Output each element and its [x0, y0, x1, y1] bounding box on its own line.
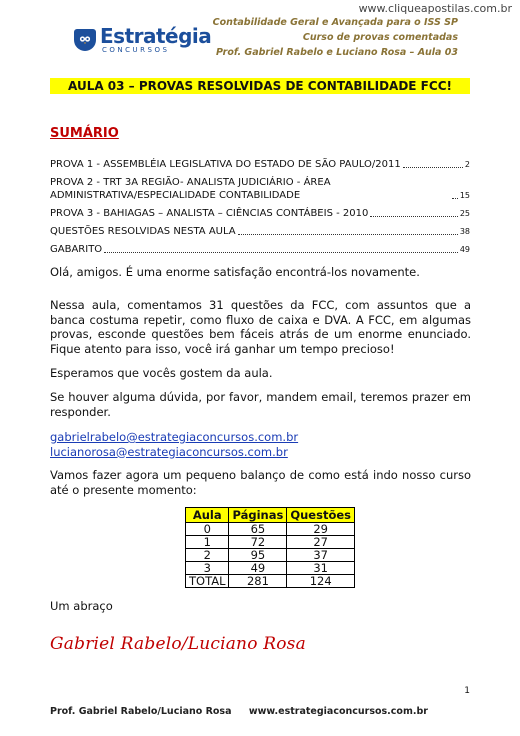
toc-item[interactable] — [50, 158, 470, 171]
table-cell: 95 — [229, 549, 287, 562]
table-cell: 31 — [287, 562, 355, 575]
table-cell: 65 — [229, 523, 287, 536]
lesson-title: AULA 03 – PROVAS RESOLVIDAS DE CONTABILIDADE FCC! — [50, 78, 470, 94]
logo-subtitle: CONCURSOS — [102, 46, 170, 54]
table-cell: 49 — [229, 562, 287, 575]
greeting-paragraph: Olá, amigos. É uma enorme satisfação encontrá-los novamente. — [50, 265, 420, 279]
table-cell: 281 — [229, 575, 287, 588]
table-cell: TOTAL — [186, 575, 229, 588]
page-footer — [50, 706, 428, 717]
toc-item-page: 49 — [459, 245, 470, 254]
table-cell: 29 — [287, 523, 355, 536]
table-of-contents — [50, 158, 470, 261]
course-progress-table — [185, 507, 355, 588]
course-title: Contabilidade Geral e Avançada para o ISS SP — [212, 17, 458, 28]
page-number: 1 — [464, 686, 470, 696]
footer-site: www.estrategiaconcursos.com.br — [248, 706, 428, 717]
table-row — [186, 536, 355, 549]
table-cell: 1 — [186, 536, 229, 549]
toc-item-label: QUESTÕES RESOLVIDAS NESTA AULA — [50, 226, 236, 237]
footer-author: Prof. Gabriel Rabelo/Luciano Rosa — [50, 706, 232, 717]
table-header-row — [186, 508, 355, 523]
course-header — [213, 15, 458, 60]
email-link-luciano[interactable]: lucianorosa@estrategiaconcursos.com.br — [50, 444, 288, 459]
table-cell: 3 — [186, 562, 229, 575]
toc-item-page: 25 — [459, 209, 470, 218]
table-cell: 37 — [287, 549, 355, 562]
email-list — [50, 430, 471, 459]
table-total-row — [186, 575, 355, 588]
toc-item[interactable] — [50, 176, 470, 202]
hope-paragraph: Esperamos que vocês gostem da aula. — [50, 366, 273, 380]
table-cell: 72 — [229, 536, 287, 549]
summary-title: SUMÁRIO — [50, 126, 119, 141]
table-cell: 27 — [287, 536, 355, 549]
toc-item[interactable] — [50, 243, 470, 256]
course-subtitle: Curso de provas comentadas — [302, 32, 458, 43]
author-signature: Gabriel Rabelo/Luciano Rosa — [50, 634, 306, 654]
toc-item-page: 2 — [464, 160, 470, 169]
toc-leader — [403, 167, 463, 168]
toc-item-label: GABARITO — [50, 244, 103, 255]
table-row — [186, 562, 355, 575]
owl-shield-icon — [74, 29, 96, 51]
intro-paragraph: Nessa aula, comentamos 31 questões da FCC, com assuntos que a banca costuma repetir, como fluxo de caixa e DVA. A FCC, em algumas provas, esconde questões bem fáceis atrás de um enorme enunciado. Fique atento para isso, você irá ganhar um tempo precioso! — [50, 298, 471, 356]
balance-paragraph: Vamos fazer agora um pequeno balanço de como está indo nosso curso até o presente momento: — [50, 468, 471, 497]
course-professors: Prof. Gabriel Rabelo e Luciano Rosa – Aula 03 — [216, 47, 458, 58]
table-cell: 0 — [186, 523, 229, 536]
toc-leader — [370, 216, 457, 217]
toc-item-label: PROVA 3 - BAHIAGAS – ANALISTA – CIÊNCIAS CONTÁBEIS - 2010 — [50, 208, 369, 219]
column-header-questoes: Questões — [287, 508, 355, 523]
column-header-aula: Aula — [186, 508, 229, 523]
watermark-url: www.cliqueapostilas.com.br — [358, 2, 512, 15]
email-link-gabriel[interactable]: gabrielrabelo@estrategiaconcursos.com.br — [50, 430, 299, 444]
table-row — [186, 523, 355, 536]
toc-item-label: PROVA 2 - TRT 3A REGIÃO- ANALISTA JUDICIÁRIO - ÁREA ADMINISTRATIVA/ESPECIALIDADE CONTABILIDADE — [50, 177, 331, 201]
toc-item[interactable] — [50, 207, 470, 220]
toc-leader — [452, 198, 458, 199]
table-cell: 124 — [287, 575, 355, 588]
logo-name: Estratégia — [100, 24, 212, 48]
toc-leader — [238, 234, 458, 235]
toc-item-page: 38 — [459, 227, 470, 236]
table-row — [186, 549, 355, 562]
column-header-paginas: Páginas — [229, 508, 287, 523]
contact-paragraph: Se houver alguma dúvida, por favor, mandem email, teremos prazer em responder. — [50, 390, 471, 419]
toc-item[interactable] — [50, 225, 470, 238]
toc-item-page: 15 — [459, 191, 470, 200]
table-cell: 2 — [186, 549, 229, 562]
estrategia-logo — [74, 26, 211, 54]
closing-text: Um abraço — [50, 599, 113, 613]
toc-item-label: PROVA 1 - ASSEMBLÉIA LEGISLATIVA DO ESTADO DE SÃO PAULO/2011 — [50, 159, 401, 170]
toc-leader — [104, 252, 458, 253]
